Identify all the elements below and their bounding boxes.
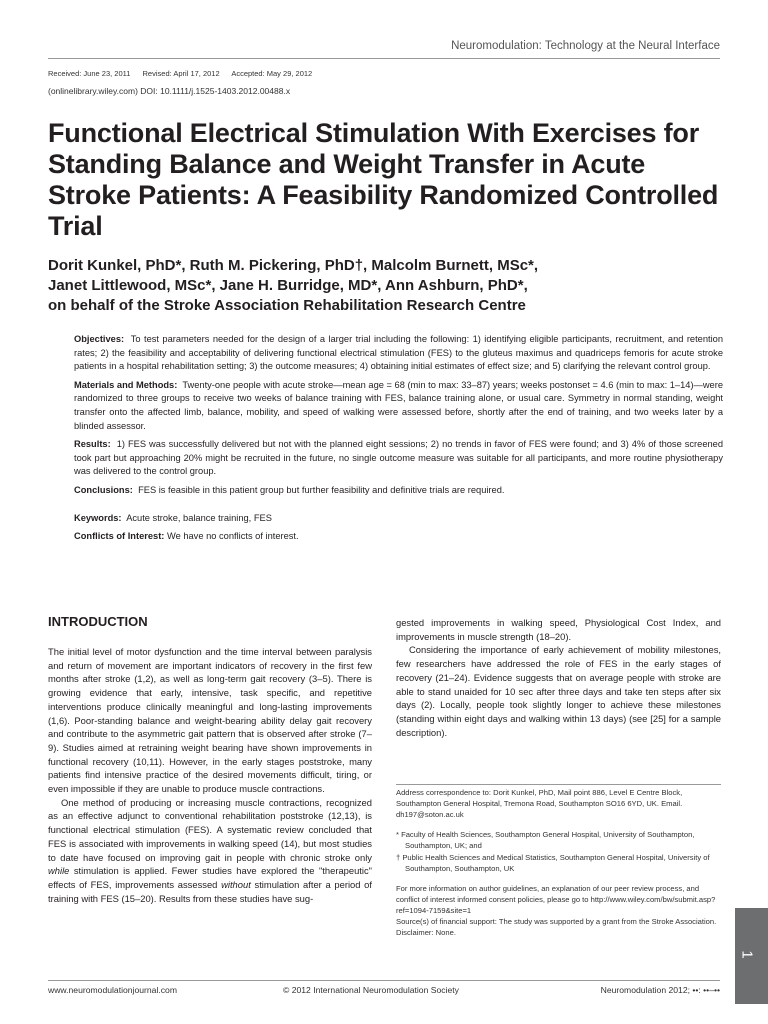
header-rule [48,58,720,59]
abstract-text: 1) FES was successfully delivered but not with the planned eight sessions; 2) no trends in favor of FES were found; and 3) 4% of those screened took part but approaching 20% might be recruited in the future, no single outcome measure was suitable for all participants, and more routine physiotherapy was delivered to the control group. [74,439,723,477]
affiliation: † Public Health Sciences and Medical Statistics, Southampton General Hospital, University of Southampton, Southampton, UK [396,853,710,873]
revised-date: Revised: April 17, 2012 [142,69,220,78]
left-column [48,645,372,905]
abstract-label: Objectives: [74,334,125,344]
received-date: Received: June 23, 2011 [48,69,131,78]
footnotes [396,784,721,938]
author-list [48,256,720,316]
abstract-methods [74,379,723,433]
funding-note: Source(s) of financial support: The study was supported by a grant from the Stroke Association. [396,917,717,926]
footer-citation: Neuromodulation 2012; ••: ••–•• [600,985,720,995]
intro-emphasis: while [48,865,70,877]
abstract-text: Twenty-one people with acute stroke—mean age = 68 (min to max: 33–87) years; weeks postonset = 4.6 (min to max: 1–14)—were randomized to three groups to receive two weeks of balance training with FES, balance training alone, or usual care. Symmetry in normal standing, weight transfer onto the affected limb, balance, mobility, and speed of walking were assessed before, shortly after the end of training, and two weeks later by a blinded assessor. [74,379,723,431]
intro-paragraph [48,796,372,906]
page-number-tab [735,908,768,1004]
intro-emphasis: without [221,878,251,890]
doi: (onlinelibrary.wiley.com) DOI: 10.1111/j.1525-1403.2012.00488.x [48,86,291,96]
intro-text: stimulation is applied. Fewer studies have explored the "therapeutic" effects of FES, improvements assessed [48,865,373,890]
coi-label: Conflicts of Interest: [74,531,165,542]
guidelines-note: For more information on author guidelines, an explanation of our peer review process, and conflict of interest informed consent policies, please go to http://www.wiley.com/bw/submit.asp?ref=1094-7159&site=1 [396,884,716,915]
abstract-label: Results: [74,439,111,450]
right-column [396,616,721,739]
intro-text: One method of producing or increasing muscle contractions, recognized as an effective adjunct to conventional rehabilitation poststroke (12,13), is functional electrical stimulation (FES). A systematic review concluded that FES is associated with improvements in walking speed (14), but most studies to date have focused on improving gait in people with chronic stroke only [48,796,372,863]
journal-name: Neuromodulation: Technology at the Neural Interface [451,40,720,52]
intro-paragraph: gested improvements in walking speed, Physiological Cost Index, and improvements in muscle strength (18–20). [396,617,721,642]
footer-website: www.neuromodulationjournal.com [48,985,177,995]
footer-rule [48,980,720,981]
intro-paragraph: The initial level of motor dysfunction and the time interval between paralysis and return of movement are important indicators of recovery in the first few months after stroke (1,2), as well as long-term gait recovery (3–5). There is growing evidence that early, intensive, task specific, and repetitive interventions produce clinically meaningful and long-lasting improvements (1,6). Poor-standing balance and weight-bearing ability delay gait recovery and contribute to the asymmetric gait pattern that is observed after stroke (7–9). Studies aimed at retraining weight bearing have shown improvements in functional recovery (10,11). However, in the early stages poststroke, many patients find intensive practice of the desired movements difficult, tiring, or even impossible if they are unable to produce muscle contractions. [48,646,372,795]
section-heading-introduction: INTRODUCTION [48,614,148,629]
keywords [74,512,723,526]
coi-text: We have no conflicts of interest. [166,531,299,542]
author-line: Dorit Kunkel, PhD*, Ruth M. Pickering, PhD†, Malcolm Burnett, MSc*, [48,257,539,274]
abstract [74,333,723,549]
disclaimer-note: Disclaimer: None. [396,928,456,937]
keywords-label: Keywords: [74,512,122,523]
article-dates [48,69,322,78]
page-number: 1 [738,950,756,959]
abstract-text: FES is feasible in this patient group but further feasibility and definitive trials are required. [138,484,505,495]
affiliation: * Faculty of Health Sciences, Southampton General Hospital, University of Southampton, Southampton, UK; and [396,830,695,850]
accepted-date: Accepted: May 29, 2012 [231,69,313,78]
correspondence-address: Address correspondence to: Dorit Kunkel, PhD, Mail point 886, Level E Centre Block, Southampton General Hospital, Tremona Road, Southampton SO16 6YD, UK. Email. dh197@soton.ac.uk [396,788,683,819]
article-title: Functional Electrical Stimulation With Exercises for Standing Balance and Weight Transfer in Acute Stroke Patients: A Feasibility Randomized Controlled Trial [48,118,719,241]
abstract-text: To test parameters needed for the design of a larger trial including the following: 1) identifying eligible participants, recruitment, and retention rates; 2) the feasibility and acceptability of delivering functional electrical stimulation (FES) to the gluteus maximus and quadriceps femoris for acute stroke patients in a hospital rehabilitation setting; 3) the outcome measures; 4) obtaining initial estimates of effect size; and 5) clarifying the relevant control group. [74,334,723,372]
conflicts-of-interest [74,530,723,544]
author-line: on behalf of the Stroke Association Rehabilitation Research Centre [48,297,526,314]
intro-text: stimulation after a period of training with FES (15–20). Results from these studies have sug- [48,878,372,904]
author-line: Janet Littlewood, MSc*, Jane H. Burridge, MD*, Ann Ashburn, PhD*, [48,277,528,294]
intro-paragraph: Considering the importance of early achievement of mobility milestones, few researchers have addressed the role of FES in the early stages of recovery (21–24). Evidence suggests that on average people with stroke are able to stand unaided for 10 sec after three days and take ten steps after six days (2). Locally, people took slightly longer to achieve these milestones (standing within eight days and walking within 13 days) (see [25] for a sample description). [396,644,721,738]
abstract-objectives [74,333,723,374]
footer-copyright: © 2012 International Neuromodulation Society [283,985,459,995]
keywords-text: Acute stroke, balance training, FES [126,512,272,523]
abstract-results [74,438,723,479]
abstract-conclusions [74,484,723,498]
abstract-label: Materials and Methods: [74,379,178,390]
abstract-label: Conclusions: [74,484,133,495]
